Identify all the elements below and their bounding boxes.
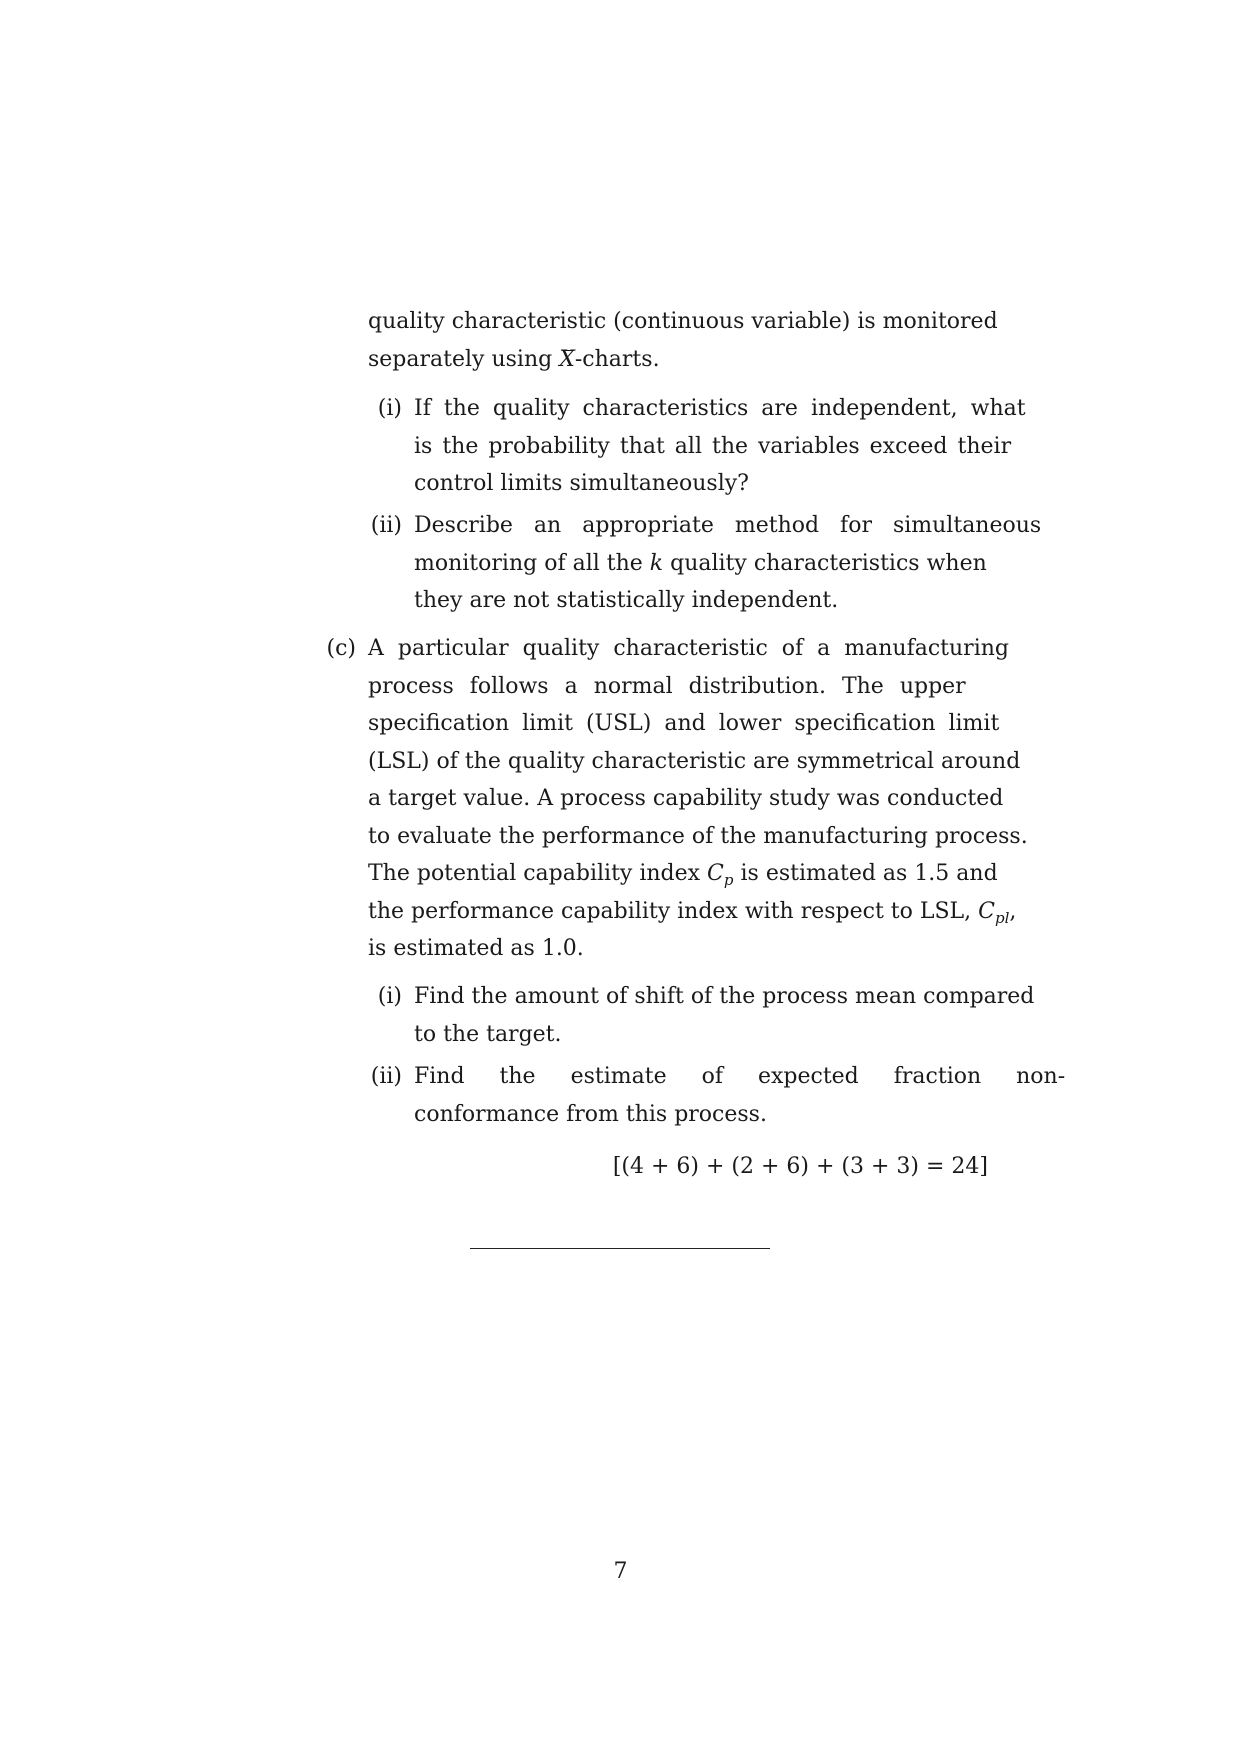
question-c-line-1: A particular quality characteristic of a manufacturing (368, 636, 1009, 661)
question-label-c: (c) (326, 636, 356, 661)
x-bar-symbol: X (559, 346, 575, 372)
item-label-c-ii: (ii) (370, 1064, 402, 1089)
item-b-i (414, 390, 1026, 503)
item-b-ii (414, 507, 1042, 620)
item-b-ii-line-3: they are not statistically independent. (414, 588, 839, 613)
question-c-line-4: (LSL) of the quality characteristic are symmetrical around (368, 748, 1021, 774)
item-b-i-line-3: control limits simultaneously? (414, 471, 749, 496)
marks-allocation: [(4 + 6) + (2 + 6) + (3 + 3) = 24] (612, 1154, 988, 1179)
item-c-i-line-2: to the target. (414, 1021, 562, 1047)
item-c-ii (414, 1058, 1066, 1133)
question-c-line-8: the performance capability index with respect to LSL, $C_{pl}$, (368, 898, 1017, 927)
intro-line-2: separately using X-charts. (368, 346, 660, 372)
item-b-i-line-1: If the quality characteristics are independent, what (414, 396, 1026, 421)
question-c-line-2: process follows a normal distribution. The upper (368, 673, 966, 699)
item-c-ii-line-1: Find the estimate of expected fraction non- (414, 1064, 1066, 1089)
question-c-line-5: a target value. A process capability study was conducted (368, 786, 1004, 811)
page-number: 7 (613, 1559, 628, 1584)
question-c-line-3: specification limit (USL) and lower specification limit (368, 711, 1000, 736)
item-b-ii-line-1: Describe an appropriate method for simultaneous (414, 513, 1042, 538)
question-c-line-7: The potential capability index $C_p$ is estimated as 1.5 and (368, 861, 998, 889)
intro-paragraph (368, 303, 998, 378)
item-label-c-i: (i) (377, 984, 402, 1009)
item-label-b-i: (i) (377, 396, 402, 421)
cpl-symbol: C (978, 898, 995, 924)
item-label-b-ii: (ii) (370, 513, 402, 538)
item-b-ii-line-2: monitoring of all the k quality characteristics when (414, 550, 987, 576)
item-c-ii-line-2: conformance from this process. (414, 1101, 767, 1127)
item-c-i-line-1: Find the amount of shift of the process mean compared (414, 984, 1035, 1009)
question-c-line-6: to evaluate the performance of the manufacturing process. (368, 823, 1028, 849)
intro-line-1: quality characteristic (continuous variable) is monitored (368, 309, 998, 334)
question-c-line-9: is estimated as 1.0. (368, 936, 584, 961)
cp-symbol: C (707, 861, 724, 886)
question-c (368, 630, 1028, 968)
end-rule (470, 1248, 770, 1249)
k-symbol: k (649, 550, 664, 576)
item-b-i-line-2: is the probability that all the variables exceed their (414, 433, 1012, 459)
item-c-i (414, 978, 1035, 1053)
